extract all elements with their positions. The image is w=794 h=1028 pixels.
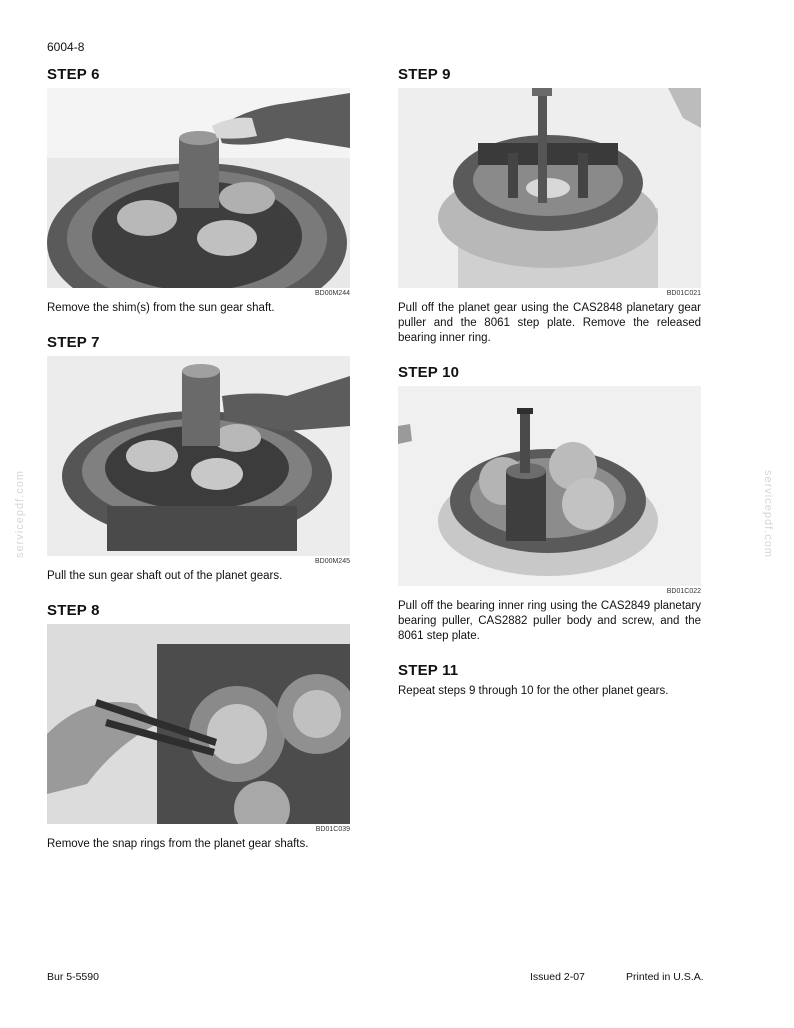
step-6-caption: Remove the shim(s) from the sun gear shaft. xyxy=(47,302,275,314)
step-7-photo xyxy=(47,356,350,556)
step-10-caption: Pull off the bearing inner ring using the CAS2849 planetary bearing puller, CAS2882 puller body and screw, and the 8061 step plate. xyxy=(398,600,701,642)
step-9-figure-id: BD01C021 xyxy=(666,290,701,297)
step-8-heading: STEP 8 xyxy=(47,602,100,619)
footer-issued: Issued 2-07 xyxy=(530,971,585,983)
step-10-photo xyxy=(398,386,701,586)
step-8-figure-id: BD01C039 xyxy=(315,826,350,833)
watermark-left: servicepdf.com xyxy=(14,470,26,558)
step-7-figure-id: BD00M245 xyxy=(314,558,350,565)
step-6-heading: STEP 6 xyxy=(47,66,100,83)
step-8-caption: Remove the snap rings from the planet gear shafts. xyxy=(47,838,309,850)
step-6-figure-id: BD00M244 xyxy=(314,290,350,297)
step-9-caption: Pull off the planet gear using the CAS2848 planetary gear puller and the 8061 step plate. Remove the released bearing inner ring. xyxy=(398,302,701,344)
step-8-photo xyxy=(47,624,350,824)
left-column xyxy=(47,66,350,852)
page-number: 6004-8 xyxy=(47,40,85,54)
step-9-heading: STEP 9 xyxy=(398,66,451,83)
footer-doc-id: Bur 5-5590 xyxy=(47,971,99,983)
step-7-caption: Pull the sun gear shaft out of the planet gears. xyxy=(47,570,283,582)
step-6-photo xyxy=(47,88,350,288)
right-column xyxy=(398,66,701,699)
footer-printed: Printed in U.S.A. xyxy=(626,971,704,983)
step-11-caption: Repeat steps 9 through 10 for the other planet gears. xyxy=(398,685,669,697)
step-10-figure-id: BD01C022 xyxy=(666,588,701,595)
step-10-heading: STEP 10 xyxy=(398,364,460,381)
step-11-heading: STEP 11 xyxy=(398,662,459,679)
step-7-heading: STEP 7 xyxy=(47,334,100,351)
step-9-photo xyxy=(398,88,701,288)
watermark-right: servicepdf.com xyxy=(762,470,774,558)
